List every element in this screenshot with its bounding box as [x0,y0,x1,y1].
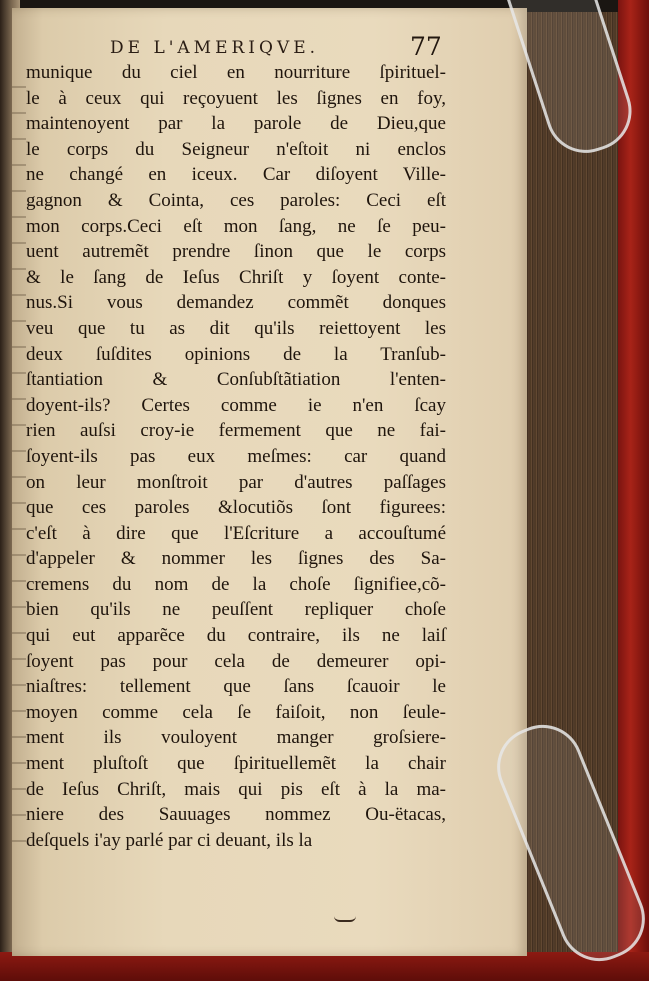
text-line: & le ſang de Ieſus Chriſt y ſoyent conte- [26,266,446,288]
text-line: maintenoyent par la parole de Dieu,que [26,113,446,135]
book-page [12,8,527,956]
text-line: gagnon & Cointa, ces paroles: Ceci eſt [26,189,446,211]
text-line: ment ils vouloyent manger groſsiere- [26,727,446,749]
text-line: doyent-ils? Certes comme ie n'en ſcay [26,394,446,416]
body-text [26,60,446,853]
red-binding [618,0,649,981]
text-line: mon corps.Ceci eſt mon ſang, ne ſe peu- [26,215,446,237]
text-line: nus.Si vous demandez commẽt donques [26,292,446,314]
text-line: deux ſuſdites opinions de la Tranſub- [26,343,446,365]
text-line: cremens du nom de la choſe ſignifiee,cõ- [26,573,446,595]
text-line: uent autremẽt prendre ſinon que le corps [26,241,446,263]
printer-ornament [334,914,356,922]
running-head: DE L'AMERIQVE. [110,38,320,58]
text-line: niaſtres: tellement que ſans ſcauoir le [26,676,446,698]
text-line: bien qu'ils ne peuſſent repliquer choſe [26,599,446,621]
text-line: veu que tu as dit qu'ils reiettoyent les [26,317,446,339]
text-line: c'eſt à dire que l'Eſcriture a accouſtumé [26,522,446,544]
text-line: le corps du Seigneur n'eſtoit ni enclos [26,138,446,160]
text-line: ſtantiation & Conſubſtãtiation l'enten- [26,369,446,391]
text-line: d'appeler & nommer les ſignes des Sa- [26,548,446,570]
text-line: on leur monſtroit par d'autres paſſages [26,471,446,493]
text-line: le à ceux qui reçoyuent les ſignes en foy, [26,87,446,109]
text-line: ſoyent-ils pas eux meſmes: car quand [26,445,446,467]
text-line: munique du ciel en nourriture ſpirituel- [26,62,446,83]
text-line: ment pluſtoſt que ſpirituellemẽt la chair [26,753,446,775]
text-line: que ces paroles &locutiõs ſont figurees: [26,497,446,519]
bleed-through-marginalia [12,68,26,848]
text-line: de Ieſus Chriſt, mais qui pis eſt à la ma- [26,778,446,800]
page-number: 77 [410,32,442,61]
text-line: ne changé en iceux. Car diſoyent Ville- [26,164,446,186]
text-line: rien auſsi croy-ie fermement que ne fai- [26,420,446,442]
text-line: niere des Sauuages nommez Ou-ëtacas, [26,804,446,826]
text-line: deſquels i'ay parlé par ci deuant, ils la [26,829,313,851]
text-line: qui eut apparẽce du contraire, ils ne laiſ [26,625,446,647]
text-line: moyen comme cela ſe faiſoit, non ſeule- [26,701,446,723]
text-line: ſoyent pas pour cela de demeurer opi- [26,650,446,672]
bottom-binding-board [0,952,649,981]
